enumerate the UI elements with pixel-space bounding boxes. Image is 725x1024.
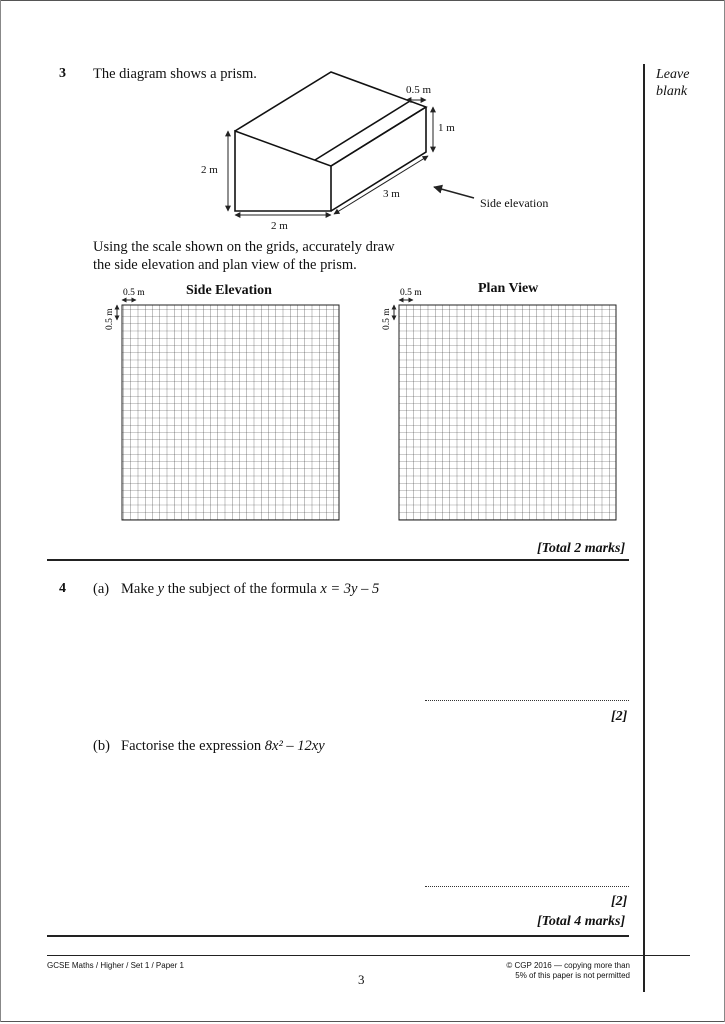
question-4-divider (47, 935, 629, 937)
question-4b-label: (b) (93, 738, 110, 754)
question-4a-text (121, 581, 379, 598)
left-grid-scale-h: 0.5 m (123, 288, 145, 298)
right-grid-scale-h: 0.5 m (400, 288, 422, 298)
q4a-marks: [2] (611, 709, 628, 724)
right-grid-scale-v: 0.5 m (382, 308, 392, 330)
answer-grids (0, 280, 640, 530)
side-elevation-title: Side Elevation (186, 283, 272, 298)
footer-rule (47, 955, 690, 956)
instruction-line-2: the side elevation and plan view of the prism. (93, 257, 357, 273)
question-4a-label: (a) (93, 581, 110, 597)
plan-view-grid[interactable] (399, 305, 616, 520)
q4b-formula: 8x² – 12xy (264, 738, 325, 754)
q4b-answer-line[interactable] (425, 883, 629, 887)
question-3-total-marks: [Total 2 marks] (537, 541, 626, 556)
q4a-var-y: y (157, 581, 165, 597)
side-elevation-grid[interactable] (122, 305, 339, 520)
question-3-divider (47, 559, 629, 561)
page-border-bottom (0, 1021, 725, 1022)
q4b-text-pre: Factorise the expression (121, 738, 265, 754)
footer-paper-info: GCSE Maths / Higher / Set 1 / Paper 1 (47, 961, 184, 970)
question-4-number: 4 (59, 581, 66, 596)
question-4-total-marks: [Total 4 marks] (537, 914, 626, 929)
question-3-intro: The diagram shows a prism. (93, 66, 257, 82)
plan-view-title: Plan View (478, 281, 539, 296)
question-3-number: 3 (59, 66, 66, 81)
label-depth: 0.5 m (406, 84, 432, 96)
blank-text: blank (656, 84, 688, 99)
label-left-height: 2 m (201, 164, 218, 176)
q4a-text-pre: Make (121, 581, 158, 597)
question-4b-text (121, 738, 325, 755)
q4a-formula: x = 3y – 5 (320, 581, 380, 597)
prism-slope-inner-edge (315, 101, 410, 160)
dim-arrow-length (334, 156, 428, 214)
page-number: 3 (358, 972, 365, 987)
prism-top-slope (235, 72, 426, 166)
leave-text: Leave (656, 67, 690, 82)
q4b-marks: [2] (611, 894, 628, 909)
side-elevation-pointer (434, 187, 474, 198)
label-side-elevation: Side elevation (480, 196, 549, 210)
footer-copyright (470, 961, 630, 981)
label-right-height: 1 m (438, 122, 455, 134)
q4a-text-mid: the subject of the formula (164, 581, 321, 597)
q4a-answer-line[interactable] (425, 697, 629, 701)
prism-front-face (235, 131, 331, 211)
instruction-line-1: Using the scale shown on the grids, accurately draw (93, 239, 395, 255)
left-grid-scale-v: 0.5 m (105, 308, 115, 330)
label-length: 3 m (383, 188, 400, 200)
prism-right-face (331, 107, 426, 211)
copyright-line-2: 5% of this paper is not permitted (515, 971, 630, 980)
copyright-line-1: © CGP 2016 — copying more than (506, 961, 630, 970)
label-bottom-width: 2 m (271, 220, 288, 232)
question-3-instruction (93, 238, 395, 274)
prism-step-edge (331, 107, 426, 166)
